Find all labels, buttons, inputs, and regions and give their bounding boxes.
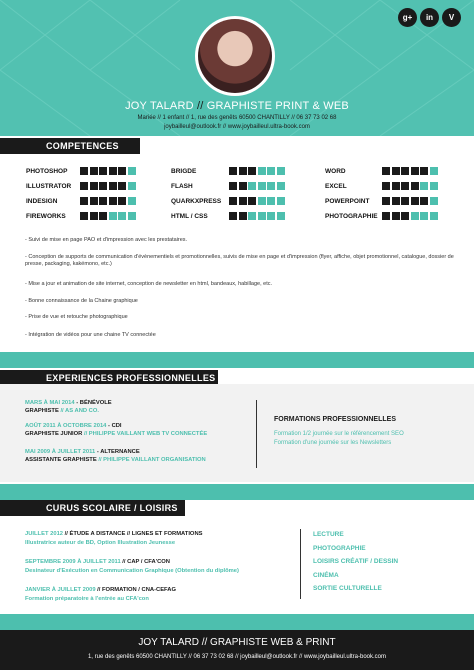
skill-square: [99, 197, 107, 205]
skill-square: [109, 182, 117, 190]
skill-name: BRIGDE: [171, 168, 197, 175]
skill-square: [118, 197, 126, 205]
detail-item: - Bonne connaissance de la Chaine graphique: [25, 298, 138, 304]
experiences-heading: EXPERIENCES PROFESSIONNELLES: [46, 373, 216, 383]
organization: // AS AND CO.: [58, 408, 99, 414]
skill-square: [229, 167, 237, 175]
skill-square: [430, 212, 438, 220]
detail-item: - Mise a jour et animation de site internet, conception de newsletter en html, bandeaux, habillage, etc.: [25, 281, 273, 287]
skill-level: [229, 182, 285, 190]
skill-square: [267, 212, 275, 220]
cursus-description: Illustratrice auteur de BD, Option Illustration Jeunesse: [25, 540, 176, 546]
formation-item: Formation 1/2 journée sur le référencement SEO: [274, 431, 404, 437]
skill-square: [229, 182, 237, 190]
footer: [0, 630, 474, 670]
skill-square: [258, 182, 266, 190]
skill-square: [128, 212, 136, 220]
detail-item: - Suivi de mise en page PAO et d'impression avec les prestataires.: [25, 237, 188, 243]
cursus-divider: [300, 529, 301, 599]
teal-band-2: [0, 484, 474, 500]
skill-square: [401, 212, 409, 220]
contract-type: CDI: [111, 423, 122, 429]
skill-square: [401, 182, 409, 190]
skill-square: [128, 197, 136, 205]
experiences-divider: [256, 400, 257, 468]
skill-square: [80, 212, 88, 220]
skill-square: [90, 182, 98, 190]
cursus-description: Formation préparatoire à l'entrée au CFA'con: [25, 596, 149, 602]
skill-square: [392, 182, 400, 190]
skill-square: [229, 197, 237, 205]
date-text: MARS À MAI 2014: [25, 400, 75, 406]
skill-square: [229, 212, 237, 220]
competences-heading: COMPETENCES: [46, 141, 119, 151]
skill-square: [411, 167, 419, 175]
skill-square: [277, 167, 285, 175]
viadeo-icon[interactable]: V: [442, 8, 461, 27]
experience-role: [25, 408, 99, 414]
google-plus-icon[interactable]: g+: [398, 8, 417, 27]
cursus-date: JUILLET 2012 // ÉTUDE A DISTANCE // LIGNES ET FORMATIONS: [25, 531, 203, 537]
detail-item: - Intégration de vidéos pour une chaine TV connectée: [25, 332, 156, 338]
skill-square: [401, 197, 409, 205]
skill-square: [90, 197, 98, 205]
experience-date: MAI 2009 À JUILLET 2011 - ALTERNANCE: [25, 449, 140, 455]
skill-square: [267, 167, 275, 175]
role-text: GRAPHISTE: [25, 408, 59, 414]
skill-square: [109, 167, 117, 175]
skill-name: PHOTOGRAPHIE: [325, 213, 378, 220]
experience-role: [25, 457, 206, 463]
skill-square: [258, 212, 266, 220]
skill-square: [118, 167, 126, 175]
skill-square: [109, 197, 117, 205]
skill-name: QUARKXPRESS: [171, 198, 222, 205]
skill-square: [99, 212, 107, 220]
skill-square: [382, 167, 390, 175]
cursus-type: CAP / CFA'CON: [127, 559, 170, 565]
skill-square: [430, 167, 438, 175]
skill-level: [80, 212, 136, 220]
cursus-type: FORMATION / CNA-CEFAG: [102, 587, 176, 593]
skill-level: [382, 167, 438, 175]
skill-name: HTML / CSS: [171, 213, 208, 220]
header: [0, 0, 474, 136]
skill-square: [118, 182, 126, 190]
skill-square: [420, 167, 428, 175]
role-text: ASSISTANTE GRAPHISTE: [25, 457, 97, 463]
detail-item: - Prise de vue et retouche photographique: [25, 314, 128, 320]
skill-square: [420, 212, 428, 220]
skill-square: [109, 212, 117, 220]
cursus-date: JANVIER À JUILLET 2009 // FORMATION / CNA-CEFAG: [25, 587, 176, 593]
skill-square: [411, 182, 419, 190]
skill-square: [411, 212, 419, 220]
skill-name: ILLUSTRATOR: [26, 183, 72, 190]
skill-square: [248, 212, 256, 220]
cursus-heading-bar: [0, 500, 474, 516]
organization: // PHILIPPE VAILLANT WEB TV CONNECTÉE: [82, 431, 208, 437]
date-text: JANVIER À JUILLET 2009: [25, 587, 96, 593]
skill-level: [382, 197, 438, 205]
formations-title: FORMATIONS PROFESSIONNELLES: [274, 416, 396, 423]
job-title: GRAPHISTE PRINT & WEB: [206, 100, 349, 112]
name-separator: //: [193, 100, 207, 112]
formation-item: Formation d'une journée sur les Newsletters: [274, 440, 392, 446]
footer-name: JOY TALARD // GRAPHISTE WEB & PRINT: [138, 637, 336, 648]
skill-name: POWERPOINT: [325, 198, 370, 205]
skill-square: [267, 182, 275, 190]
date-text: AOÛT 2011 À OCTOBRE 2014: [25, 423, 107, 429]
date-text: SEPTEMBRE 2009 À JUILLET 2011: [25, 559, 121, 565]
skill-square: [382, 182, 390, 190]
skill-square: [420, 197, 428, 205]
contact-line-2: joybailleul@outlook.fr // www.joybailleul.ultra-book.com: [164, 124, 310, 130]
teal-band-3: [0, 614, 474, 630]
contract-type: BÉNÉVOLE: [79, 400, 112, 406]
skill-square: [118, 212, 126, 220]
skill-square: [401, 167, 409, 175]
linkedin-icon[interactable]: in: [420, 8, 439, 27]
skill-level: [229, 197, 285, 205]
skill-level: [80, 182, 136, 190]
skill-name: PHOTOSHOP: [26, 168, 68, 175]
role-text: GRAPHISTE JUNIOR: [25, 431, 83, 437]
cursus-date: SEPTEMBRE 2009 À JUILLET 2011 // CAP / CFA'CON: [25, 559, 170, 565]
skill-square: [420, 182, 428, 190]
skill-square: [258, 167, 266, 175]
cursus-description: Desinateur d'Exécution en Communication Graphique (Obtention du diplôme): [25, 568, 239, 574]
detail-item: - Conception de supports de communication d'évènementiels et promotionnelles, suivis de mise en page et d'impression (flyer, affiche, objet promotionnel, catalogue, dossier de presse, packaging, kakémono, etc.): [25, 254, 454, 267]
cursus-type: ÉTUDE A DISTANCE // LIGNES ET FORMATIONS: [69, 531, 203, 537]
skill-level: [229, 167, 285, 175]
skill-square: [128, 167, 136, 175]
skill-square: [90, 167, 98, 175]
date-text: MAI 2009 À JUILLET 2011: [25, 449, 96, 455]
skill-square: [239, 212, 247, 220]
profile-photo: [195, 16, 275, 96]
skill-square: [128, 182, 136, 190]
skill-name: EXCEL: [325, 183, 347, 190]
hobby-item: SORTIE CULTURELLE: [313, 585, 382, 592]
competences-heading-bar: [0, 138, 474, 154]
experience-date: AOÛT 2011 À OCTOBRE 2014 - CDI: [25, 423, 122, 429]
skill-square: [239, 182, 247, 190]
organization: // PHILIPPE VAILLANT ORGANISATION: [96, 457, 206, 463]
skill-level: [80, 197, 136, 205]
person-name: JOY TALARD: [125, 100, 194, 112]
skill-name: INDESIGN: [26, 198, 58, 205]
date-text: JUILLET 2012: [25, 531, 64, 537]
skill-square: [392, 167, 400, 175]
skill-square: [80, 167, 88, 175]
skill-level: [80, 167, 136, 175]
contract-type: ALTERNANCE: [100, 449, 140, 455]
skill-square: [277, 182, 285, 190]
contact-line-1: Mariée // 1 enfant // 1, rue des genêts 60500 CHANTILLY // 06 37 73 02 68: [137, 115, 337, 121]
skill-square: [392, 212, 400, 220]
skill-square: [248, 197, 256, 205]
hobby-item: PHOTOGRAPHIE: [313, 544, 366, 552]
skill-square: [239, 197, 247, 205]
skill-square: [80, 197, 88, 205]
experience-role: [25, 431, 207, 437]
skill-level: [382, 182, 438, 190]
skill-square: [277, 212, 285, 220]
hobby-item: LECTURE: [313, 531, 344, 538]
skill-square: [382, 212, 390, 220]
skill-square: [267, 197, 275, 205]
skill-square: [239, 167, 247, 175]
experience-date: MARS À MAI 2014 - BÉNÉVOLE: [25, 400, 112, 406]
skill-level: [382, 212, 438, 220]
hobby-item: LOISIRS CRÉATIF / DESSIN: [313, 558, 399, 565]
skill-square: [99, 167, 107, 175]
skill-name: FLASH: [171, 183, 193, 190]
skill-name: WORD: [325, 168, 346, 175]
hobby-item: CINÉMA: [313, 571, 339, 579]
skill-name: FIREWORKS: [26, 213, 66, 220]
teal-band-1: [0, 352, 474, 368]
skill-square: [248, 182, 256, 190]
skill-square: [430, 182, 438, 190]
skill-square: [90, 212, 98, 220]
name-title: [0, 100, 474, 112]
skill-square: [80, 182, 88, 190]
skill-square: [258, 197, 266, 205]
skill-square: [411, 197, 419, 205]
cursus-heading: CURUS SCOLAIRE / LOISIRS: [46, 503, 178, 513]
skill-square: [392, 197, 400, 205]
footer-contact: 1, rue des genêts 60500 CHANTILLY // 06 37 73 02 68 // joybailleul@outlook.fr // www.joybailleul.ultra-book.com: [87, 654, 387, 660]
skill-square: [382, 197, 390, 205]
skill-square: [248, 167, 256, 175]
skill-square: [99, 182, 107, 190]
skill-level: [229, 212, 285, 220]
skill-square: [277, 197, 285, 205]
skill-square: [430, 197, 438, 205]
